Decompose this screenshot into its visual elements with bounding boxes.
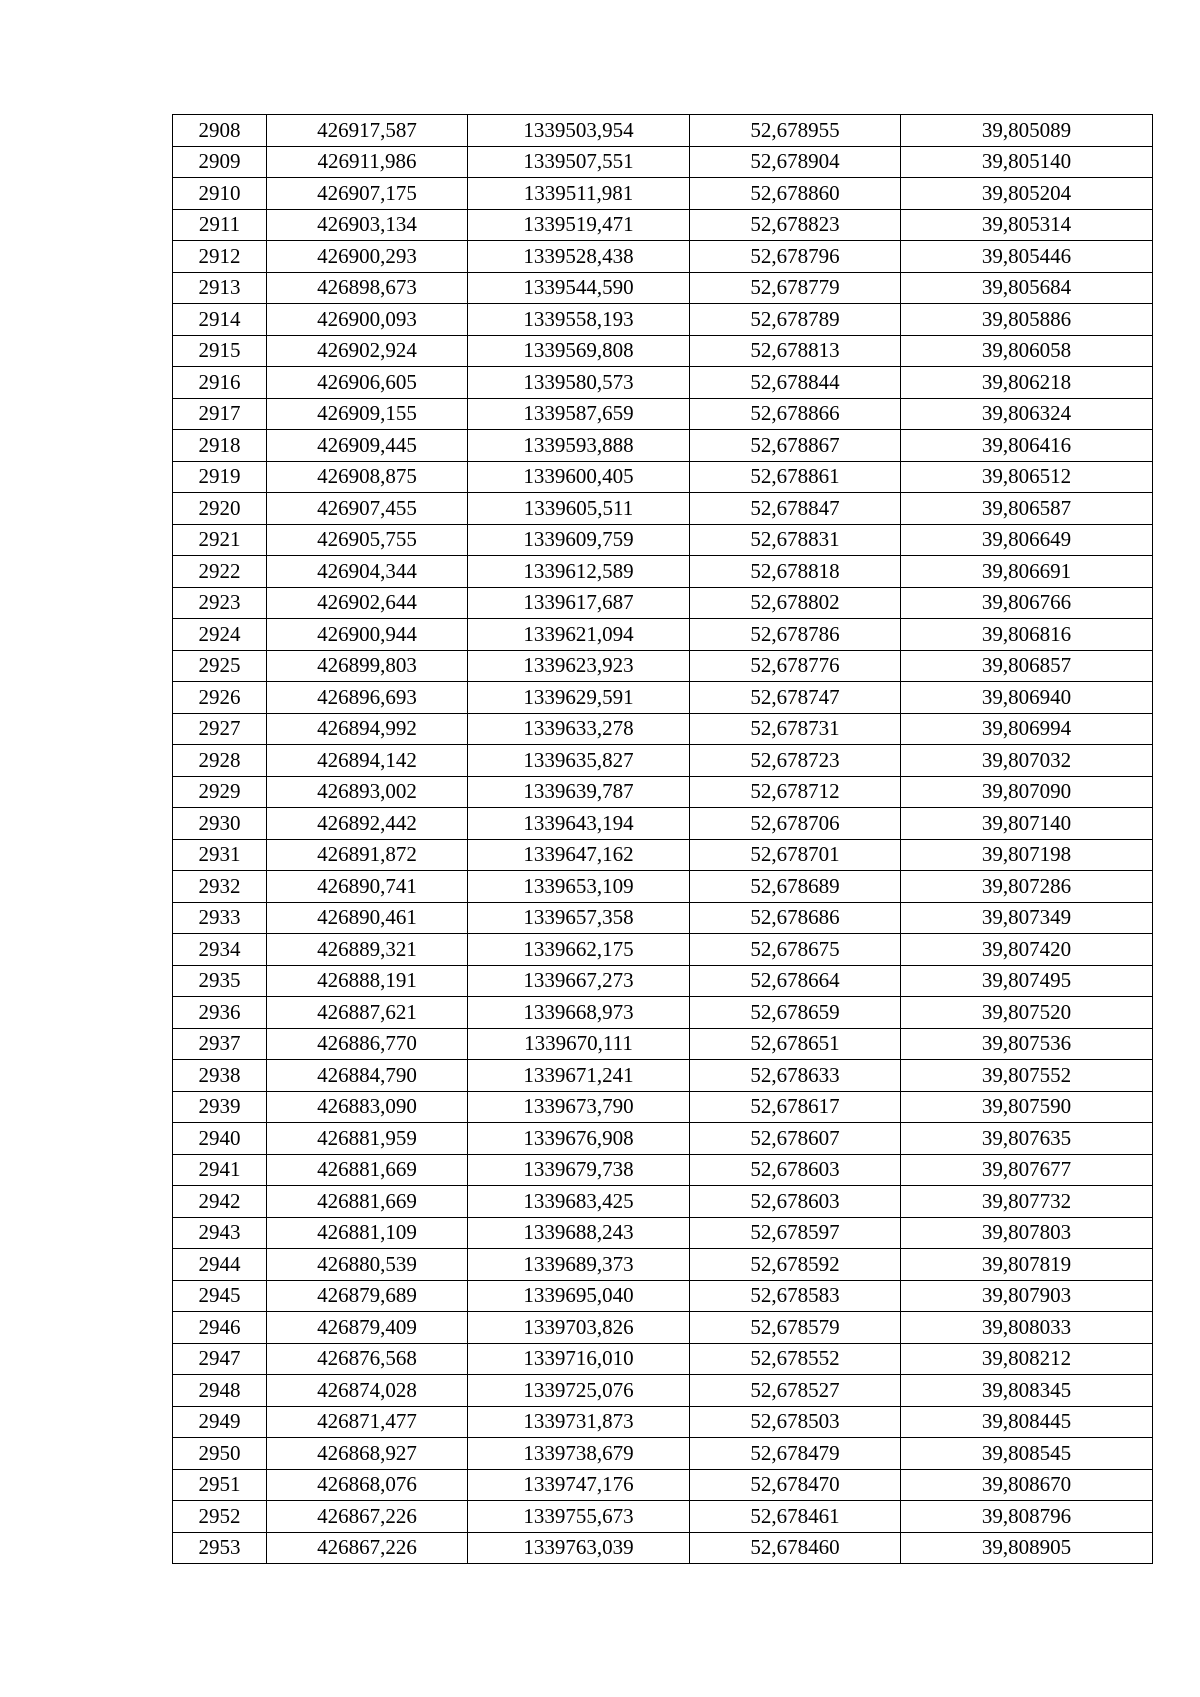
point-number-cell: 2951 bbox=[173, 1469, 267, 1501]
longitude-cell: 39,807552 bbox=[901, 1060, 1153, 1092]
x-coordinate-cell: 426902,924 bbox=[267, 335, 468, 367]
x-coordinate-cell: 426868,076 bbox=[267, 1469, 468, 1501]
x-coordinate-cell: 426899,803 bbox=[267, 650, 468, 682]
x-coordinate-cell: 426871,477 bbox=[267, 1406, 468, 1438]
table-row bbox=[173, 335, 1153, 367]
y-coordinate-cell: 1339673,790 bbox=[468, 1091, 690, 1123]
longitude-cell: 39,806940 bbox=[901, 682, 1153, 714]
y-coordinate-cell: 1339569,808 bbox=[468, 335, 690, 367]
latitude-cell: 52,678860 bbox=[690, 178, 901, 210]
y-coordinate-cell: 1339667,273 bbox=[468, 965, 690, 997]
table-row bbox=[173, 1438, 1153, 1470]
latitude-cell: 52,678789 bbox=[690, 304, 901, 336]
latitude-cell: 52,678461 bbox=[690, 1501, 901, 1533]
latitude-cell: 52,678651 bbox=[690, 1028, 901, 1060]
y-coordinate-cell: 1339605,511 bbox=[468, 493, 690, 525]
x-coordinate-cell: 426904,344 bbox=[267, 556, 468, 588]
point-number-cell: 2926 bbox=[173, 682, 267, 714]
x-coordinate-cell: 426881,109 bbox=[267, 1217, 468, 1249]
table-row bbox=[173, 1469, 1153, 1501]
x-coordinate-cell: 426880,539 bbox=[267, 1249, 468, 1281]
point-number-cell: 2949 bbox=[173, 1406, 267, 1438]
table-row bbox=[173, 524, 1153, 556]
table-row bbox=[173, 493, 1153, 525]
x-coordinate-cell: 426900,293 bbox=[267, 241, 468, 273]
table-row bbox=[173, 146, 1153, 178]
y-coordinate-cell: 1339623,923 bbox=[468, 650, 690, 682]
x-coordinate-cell: 426881,669 bbox=[267, 1154, 468, 1186]
longitude-cell: 39,806857 bbox=[901, 650, 1153, 682]
point-number-cell: 2927 bbox=[173, 713, 267, 745]
latitude-cell: 52,678723 bbox=[690, 745, 901, 777]
x-coordinate-cell: 426908,875 bbox=[267, 461, 468, 493]
latitude-cell: 52,678802 bbox=[690, 587, 901, 619]
longitude-cell: 39,807286 bbox=[901, 871, 1153, 903]
x-coordinate-cell: 426909,445 bbox=[267, 430, 468, 462]
table-row bbox=[173, 965, 1153, 997]
latitude-cell: 52,678664 bbox=[690, 965, 901, 997]
longitude-cell: 39,808445 bbox=[901, 1406, 1153, 1438]
y-coordinate-cell: 1339668,973 bbox=[468, 997, 690, 1029]
table-row bbox=[173, 776, 1153, 808]
point-number-cell: 2940 bbox=[173, 1123, 267, 1155]
latitude-cell: 52,678592 bbox=[690, 1249, 901, 1281]
x-coordinate-cell: 426900,944 bbox=[267, 619, 468, 651]
longitude-cell: 39,807420 bbox=[901, 934, 1153, 966]
table-row bbox=[173, 241, 1153, 273]
point-number-cell: 2928 bbox=[173, 745, 267, 777]
y-coordinate-cell: 1339633,278 bbox=[468, 713, 690, 745]
x-coordinate-cell: 426906,605 bbox=[267, 367, 468, 399]
latitude-cell: 52,678552 bbox=[690, 1343, 901, 1375]
x-coordinate-cell: 426867,226 bbox=[267, 1501, 468, 1533]
latitude-cell: 52,678866 bbox=[690, 398, 901, 430]
y-coordinate-cell: 1339507,551 bbox=[468, 146, 690, 178]
latitude-cell: 52,678603 bbox=[690, 1154, 901, 1186]
longitude-cell: 39,808033 bbox=[901, 1312, 1153, 1344]
y-coordinate-cell: 1339629,591 bbox=[468, 682, 690, 714]
longitude-cell: 39,807635 bbox=[901, 1123, 1153, 1155]
longitude-cell: 39,805684 bbox=[901, 272, 1153, 304]
point-number-cell: 2924 bbox=[173, 619, 267, 651]
point-number-cell: 2937 bbox=[173, 1028, 267, 1060]
y-coordinate-cell: 1339587,659 bbox=[468, 398, 690, 430]
table-row bbox=[173, 1028, 1153, 1060]
x-coordinate-cell: 426879,689 bbox=[267, 1280, 468, 1312]
table-row bbox=[173, 934, 1153, 966]
longitude-cell: 39,807349 bbox=[901, 902, 1153, 934]
point-number-cell: 2944 bbox=[173, 1249, 267, 1281]
longitude-cell: 39,807803 bbox=[901, 1217, 1153, 1249]
latitude-cell: 52,678503 bbox=[690, 1406, 901, 1438]
table-row bbox=[173, 808, 1153, 840]
longitude-cell: 39,806691 bbox=[901, 556, 1153, 588]
x-coordinate-cell: 426887,621 bbox=[267, 997, 468, 1029]
x-coordinate-cell: 426893,002 bbox=[267, 776, 468, 808]
point-number-cell: 2933 bbox=[173, 902, 267, 934]
longitude-cell: 39,808212 bbox=[901, 1343, 1153, 1375]
table-row bbox=[173, 713, 1153, 745]
y-coordinate-cell: 1339635,827 bbox=[468, 745, 690, 777]
point-number-cell: 2923 bbox=[173, 587, 267, 619]
y-coordinate-cell: 1339703,826 bbox=[468, 1312, 690, 1344]
y-coordinate-cell: 1339639,787 bbox=[468, 776, 690, 808]
latitude-cell: 52,678706 bbox=[690, 808, 901, 840]
y-coordinate-cell: 1339653,109 bbox=[468, 871, 690, 903]
latitude-cell: 52,678479 bbox=[690, 1438, 901, 1470]
point-number-cell: 2930 bbox=[173, 808, 267, 840]
point-number-cell: 2914 bbox=[173, 304, 267, 336]
x-coordinate-cell: 426896,693 bbox=[267, 682, 468, 714]
table-row bbox=[173, 209, 1153, 241]
x-coordinate-cell: 426894,992 bbox=[267, 713, 468, 745]
point-number-cell: 2952 bbox=[173, 1501, 267, 1533]
longitude-cell: 39,808796 bbox=[901, 1501, 1153, 1533]
longitude-cell: 39,806994 bbox=[901, 713, 1153, 745]
longitude-cell: 39,805886 bbox=[901, 304, 1153, 336]
point-number-cell: 2943 bbox=[173, 1217, 267, 1249]
y-coordinate-cell: 1339503,954 bbox=[468, 115, 690, 147]
x-coordinate-cell: 426907,175 bbox=[267, 178, 468, 210]
point-number-cell: 2945 bbox=[173, 1280, 267, 1312]
table-row bbox=[173, 587, 1153, 619]
longitude-cell: 39,805089 bbox=[901, 115, 1153, 147]
longitude-cell: 39,806324 bbox=[901, 398, 1153, 430]
x-coordinate-cell: 426907,455 bbox=[267, 493, 468, 525]
point-number-cell: 2917 bbox=[173, 398, 267, 430]
y-coordinate-cell: 1339580,573 bbox=[468, 367, 690, 399]
x-coordinate-cell: 426867,226 bbox=[267, 1532, 468, 1564]
x-coordinate-cell: 426894,142 bbox=[267, 745, 468, 777]
latitude-cell: 52,678675 bbox=[690, 934, 901, 966]
point-number-cell: 2908 bbox=[173, 115, 267, 147]
latitude-cell: 52,678460 bbox=[690, 1532, 901, 1564]
x-coordinate-cell: 426909,155 bbox=[267, 398, 468, 430]
table-row bbox=[173, 398, 1153, 430]
table-row bbox=[173, 745, 1153, 777]
longitude-cell: 39,808905 bbox=[901, 1532, 1153, 1564]
y-coordinate-cell: 1339558,193 bbox=[468, 304, 690, 336]
y-coordinate-cell: 1339670,111 bbox=[468, 1028, 690, 1060]
latitude-cell: 52,678867 bbox=[690, 430, 901, 462]
point-number-cell: 2920 bbox=[173, 493, 267, 525]
point-number-cell: 2932 bbox=[173, 871, 267, 903]
table-row bbox=[173, 1154, 1153, 1186]
longitude-cell: 39,807819 bbox=[901, 1249, 1153, 1281]
longitude-cell: 39,806416 bbox=[901, 430, 1153, 462]
y-coordinate-cell: 1339600,405 bbox=[468, 461, 690, 493]
x-coordinate-cell: 426888,191 bbox=[267, 965, 468, 997]
x-coordinate-cell: 426898,673 bbox=[267, 272, 468, 304]
longitude-cell: 39,806587 bbox=[901, 493, 1153, 525]
point-number-cell: 2918 bbox=[173, 430, 267, 462]
x-coordinate-cell: 426886,770 bbox=[267, 1028, 468, 1060]
x-coordinate-cell: 426881,669 bbox=[267, 1186, 468, 1218]
point-number-cell: 2935 bbox=[173, 965, 267, 997]
longitude-cell: 39,806218 bbox=[901, 367, 1153, 399]
point-number-cell: 2929 bbox=[173, 776, 267, 808]
coordinates-table-body bbox=[173, 115, 1153, 1564]
table-row bbox=[173, 902, 1153, 934]
y-coordinate-cell: 1339612,589 bbox=[468, 556, 690, 588]
longitude-cell: 39,807032 bbox=[901, 745, 1153, 777]
table-row bbox=[173, 1186, 1153, 1218]
y-coordinate-cell: 1339689,373 bbox=[468, 1249, 690, 1281]
latitude-cell: 52,678607 bbox=[690, 1123, 901, 1155]
latitude-cell: 52,678796 bbox=[690, 241, 901, 273]
y-coordinate-cell: 1339662,175 bbox=[468, 934, 690, 966]
latitude-cell: 52,678904 bbox=[690, 146, 901, 178]
point-number-cell: 2913 bbox=[173, 272, 267, 304]
table-row bbox=[173, 1060, 1153, 1092]
y-coordinate-cell: 1339511,981 bbox=[468, 178, 690, 210]
point-number-cell: 2936 bbox=[173, 997, 267, 1029]
x-coordinate-cell: 426900,093 bbox=[267, 304, 468, 336]
table-row bbox=[173, 461, 1153, 493]
longitude-cell: 39,806766 bbox=[901, 587, 1153, 619]
point-number-cell: 2910 bbox=[173, 178, 267, 210]
latitude-cell: 52,678527 bbox=[690, 1375, 901, 1407]
latitude-cell: 52,678579 bbox=[690, 1312, 901, 1344]
y-coordinate-cell: 1339688,243 bbox=[468, 1217, 690, 1249]
table-row bbox=[173, 871, 1153, 903]
latitude-cell: 52,678617 bbox=[690, 1091, 901, 1123]
y-coordinate-cell: 1339725,076 bbox=[468, 1375, 690, 1407]
x-coordinate-cell: 426903,134 bbox=[267, 209, 468, 241]
point-number-cell: 2942 bbox=[173, 1186, 267, 1218]
latitude-cell: 52,678659 bbox=[690, 997, 901, 1029]
longitude-cell: 39,807732 bbox=[901, 1186, 1153, 1218]
longitude-cell: 39,805204 bbox=[901, 178, 1153, 210]
y-coordinate-cell: 1339519,471 bbox=[468, 209, 690, 241]
x-coordinate-cell: 426892,442 bbox=[267, 808, 468, 840]
y-coordinate-cell: 1339716,010 bbox=[468, 1343, 690, 1375]
point-number-cell: 2912 bbox=[173, 241, 267, 273]
point-number-cell: 2919 bbox=[173, 461, 267, 493]
y-coordinate-cell: 1339763,039 bbox=[468, 1532, 690, 1564]
longitude-cell: 39,807140 bbox=[901, 808, 1153, 840]
x-coordinate-cell: 426884,790 bbox=[267, 1060, 468, 1092]
latitude-cell: 52,678847 bbox=[690, 493, 901, 525]
table-row bbox=[173, 1501, 1153, 1533]
point-number-cell: 2931 bbox=[173, 839, 267, 871]
point-number-cell: 2922 bbox=[173, 556, 267, 588]
table-row bbox=[173, 650, 1153, 682]
x-coordinate-cell: 426890,741 bbox=[267, 871, 468, 903]
x-coordinate-cell: 426889,321 bbox=[267, 934, 468, 966]
longitude-cell: 39,807590 bbox=[901, 1091, 1153, 1123]
x-coordinate-cell: 426876,568 bbox=[267, 1343, 468, 1375]
point-number-cell: 2915 bbox=[173, 335, 267, 367]
point-number-cell: 2939 bbox=[173, 1091, 267, 1123]
longitude-cell: 39,805446 bbox=[901, 241, 1153, 273]
point-number-cell: 2948 bbox=[173, 1375, 267, 1407]
table-row bbox=[173, 682, 1153, 714]
longitude-cell: 39,808345 bbox=[901, 1375, 1153, 1407]
table-row bbox=[173, 1280, 1153, 1312]
y-coordinate-cell: 1339679,738 bbox=[468, 1154, 690, 1186]
latitude-cell: 52,678779 bbox=[690, 272, 901, 304]
y-coordinate-cell: 1339738,679 bbox=[468, 1438, 690, 1470]
longitude-cell: 39,808670 bbox=[901, 1469, 1153, 1501]
table-row bbox=[173, 1312, 1153, 1344]
table-row bbox=[173, 997, 1153, 1029]
longitude-cell: 39,806058 bbox=[901, 335, 1153, 367]
latitude-cell: 52,678583 bbox=[690, 1280, 901, 1312]
longitude-cell: 39,807495 bbox=[901, 965, 1153, 997]
latitude-cell: 52,678844 bbox=[690, 367, 901, 399]
table-row bbox=[173, 1123, 1153, 1155]
longitude-cell: 39,807520 bbox=[901, 997, 1153, 1029]
y-coordinate-cell: 1339747,176 bbox=[468, 1469, 690, 1501]
table-row bbox=[173, 178, 1153, 210]
longitude-cell: 39,807903 bbox=[901, 1280, 1153, 1312]
latitude-cell: 52,678955 bbox=[690, 115, 901, 147]
point-number-cell: 2925 bbox=[173, 650, 267, 682]
point-number-cell: 2953 bbox=[173, 1532, 267, 1564]
y-coordinate-cell: 1339617,687 bbox=[468, 587, 690, 619]
x-coordinate-cell: 426917,587 bbox=[267, 115, 468, 147]
point-number-cell: 2946 bbox=[173, 1312, 267, 1344]
point-number-cell: 2947 bbox=[173, 1343, 267, 1375]
y-coordinate-cell: 1339731,873 bbox=[468, 1406, 690, 1438]
longitude-cell: 39,808545 bbox=[901, 1438, 1153, 1470]
longitude-cell: 39,806512 bbox=[901, 461, 1153, 493]
table-row bbox=[173, 272, 1153, 304]
table-row bbox=[173, 115, 1153, 147]
longitude-cell: 39,805140 bbox=[901, 146, 1153, 178]
table-row bbox=[173, 1343, 1153, 1375]
y-coordinate-cell: 1339643,194 bbox=[468, 808, 690, 840]
latitude-cell: 52,678712 bbox=[690, 776, 901, 808]
y-coordinate-cell: 1339695,040 bbox=[468, 1280, 690, 1312]
longitude-cell: 39,807677 bbox=[901, 1154, 1153, 1186]
table-row bbox=[173, 304, 1153, 336]
coordinates-table bbox=[172, 114, 1153, 1564]
longitude-cell: 39,806816 bbox=[901, 619, 1153, 651]
latitude-cell: 52,678689 bbox=[690, 871, 901, 903]
longitude-cell: 39,807198 bbox=[901, 839, 1153, 871]
y-coordinate-cell: 1339671,241 bbox=[468, 1060, 690, 1092]
table-row bbox=[173, 367, 1153, 399]
point-number-cell: 2911 bbox=[173, 209, 267, 241]
latitude-cell: 52,678597 bbox=[690, 1217, 901, 1249]
latitude-cell: 52,678818 bbox=[690, 556, 901, 588]
y-coordinate-cell: 1339683,425 bbox=[468, 1186, 690, 1218]
table-row bbox=[173, 1091, 1153, 1123]
latitude-cell: 52,678470 bbox=[690, 1469, 901, 1501]
point-number-cell: 2938 bbox=[173, 1060, 267, 1092]
table-row bbox=[173, 1217, 1153, 1249]
table-row bbox=[173, 1532, 1153, 1564]
x-coordinate-cell: 426874,028 bbox=[267, 1375, 468, 1407]
point-number-cell: 2941 bbox=[173, 1154, 267, 1186]
latitude-cell: 52,678776 bbox=[690, 650, 901, 682]
x-coordinate-cell: 426881,959 bbox=[267, 1123, 468, 1155]
latitude-cell: 52,678701 bbox=[690, 839, 901, 871]
latitude-cell: 52,678831 bbox=[690, 524, 901, 556]
x-coordinate-cell: 426890,461 bbox=[267, 902, 468, 934]
point-number-cell: 2921 bbox=[173, 524, 267, 556]
longitude-cell: 39,806649 bbox=[901, 524, 1153, 556]
latitude-cell: 52,678603 bbox=[690, 1186, 901, 1218]
y-coordinate-cell: 1339657,358 bbox=[468, 902, 690, 934]
y-coordinate-cell: 1339647,162 bbox=[468, 839, 690, 871]
y-coordinate-cell: 1339676,908 bbox=[468, 1123, 690, 1155]
latitude-cell: 52,678861 bbox=[690, 461, 901, 493]
table-row bbox=[173, 430, 1153, 462]
table-row bbox=[173, 1406, 1153, 1438]
x-coordinate-cell: 426902,644 bbox=[267, 587, 468, 619]
latitude-cell: 52,678823 bbox=[690, 209, 901, 241]
longitude-cell: 39,807536 bbox=[901, 1028, 1153, 1060]
table-row bbox=[173, 556, 1153, 588]
table-row bbox=[173, 1249, 1153, 1281]
latitude-cell: 52,678633 bbox=[690, 1060, 901, 1092]
y-coordinate-cell: 1339528,438 bbox=[468, 241, 690, 273]
x-coordinate-cell: 426868,927 bbox=[267, 1438, 468, 1470]
latitude-cell: 52,678731 bbox=[690, 713, 901, 745]
y-coordinate-cell: 1339609,759 bbox=[468, 524, 690, 556]
point-number-cell: 2934 bbox=[173, 934, 267, 966]
point-number-cell: 2909 bbox=[173, 146, 267, 178]
y-coordinate-cell: 1339544,590 bbox=[468, 272, 690, 304]
x-coordinate-cell: 426911,986 bbox=[267, 146, 468, 178]
x-coordinate-cell: 426883,090 bbox=[267, 1091, 468, 1123]
y-coordinate-cell: 1339593,888 bbox=[468, 430, 690, 462]
latitude-cell: 52,678686 bbox=[690, 902, 901, 934]
latitude-cell: 52,678786 bbox=[690, 619, 901, 651]
point-number-cell: 2916 bbox=[173, 367, 267, 399]
point-number-cell: 2950 bbox=[173, 1438, 267, 1470]
x-coordinate-cell: 426905,755 bbox=[267, 524, 468, 556]
x-coordinate-cell: 426879,409 bbox=[267, 1312, 468, 1344]
latitude-cell: 52,678813 bbox=[690, 335, 901, 367]
longitude-cell: 39,805314 bbox=[901, 209, 1153, 241]
latitude-cell: 52,678747 bbox=[690, 682, 901, 714]
x-coordinate-cell: 426891,872 bbox=[267, 839, 468, 871]
longitude-cell: 39,807090 bbox=[901, 776, 1153, 808]
table-row bbox=[173, 619, 1153, 651]
y-coordinate-cell: 1339755,673 bbox=[468, 1501, 690, 1533]
y-coordinate-cell: 1339621,094 bbox=[468, 619, 690, 651]
table-row bbox=[173, 1375, 1153, 1407]
table-row bbox=[173, 839, 1153, 871]
